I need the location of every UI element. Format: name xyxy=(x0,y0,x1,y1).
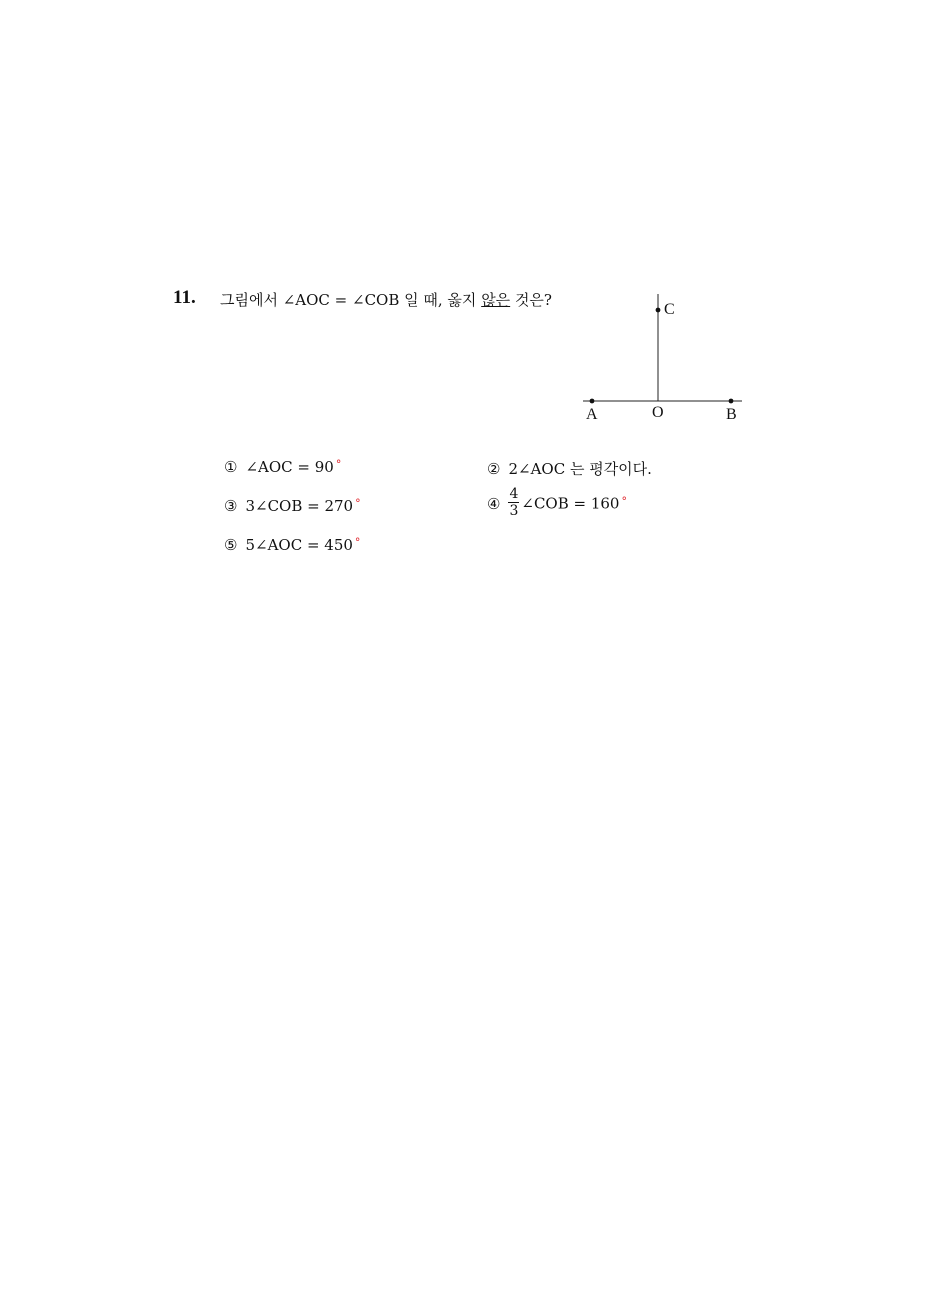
fraction xyxy=(508,486,519,519)
option-marker: ④ xyxy=(487,494,501,513)
option-3[interactable] xyxy=(224,497,361,515)
point-b xyxy=(729,399,734,404)
underlined-word: 않은 xyxy=(481,291,511,309)
angle-figure xyxy=(575,290,755,430)
question-text-end: 것은? xyxy=(510,291,552,309)
option-text: 2∠AOC 는 평각이다. xyxy=(508,460,652,478)
option-5[interactable] xyxy=(224,536,360,554)
option-text: 3∠COB = 270 xyxy=(245,497,354,515)
option-text: ∠COB = 160 xyxy=(521,494,620,513)
fraction-numerator: 4 xyxy=(509,486,519,502)
degree-mark: ° xyxy=(335,458,342,471)
option-text: 5∠AOC = 450 xyxy=(245,536,353,554)
option-marker: ① xyxy=(224,458,238,476)
option-4[interactable] xyxy=(487,486,627,519)
option-marker: ⑤ xyxy=(224,536,238,554)
question-number: 11. xyxy=(173,287,196,308)
question-text-part: 그림에서 ∠AOC = ∠COB 일 때, 옳지 xyxy=(220,291,482,309)
degree-mark: ° xyxy=(621,494,627,508)
option-2[interactable] xyxy=(487,458,652,479)
label-a: A xyxy=(586,406,598,423)
label-o: O xyxy=(652,404,664,421)
fraction-denominator: 3 xyxy=(509,503,519,519)
point-a xyxy=(590,399,595,404)
option-1[interactable] xyxy=(224,458,341,476)
option-marker: ③ xyxy=(224,497,238,515)
option-text: ∠AOC = 90 xyxy=(245,458,334,476)
degree-mark: ° xyxy=(354,536,361,549)
point-c xyxy=(656,308,661,313)
degree-mark: ° xyxy=(355,497,361,510)
question-text xyxy=(220,289,552,310)
label-c: C xyxy=(664,301,675,318)
option-marker: ② xyxy=(487,460,501,478)
label-b: B xyxy=(726,406,737,423)
